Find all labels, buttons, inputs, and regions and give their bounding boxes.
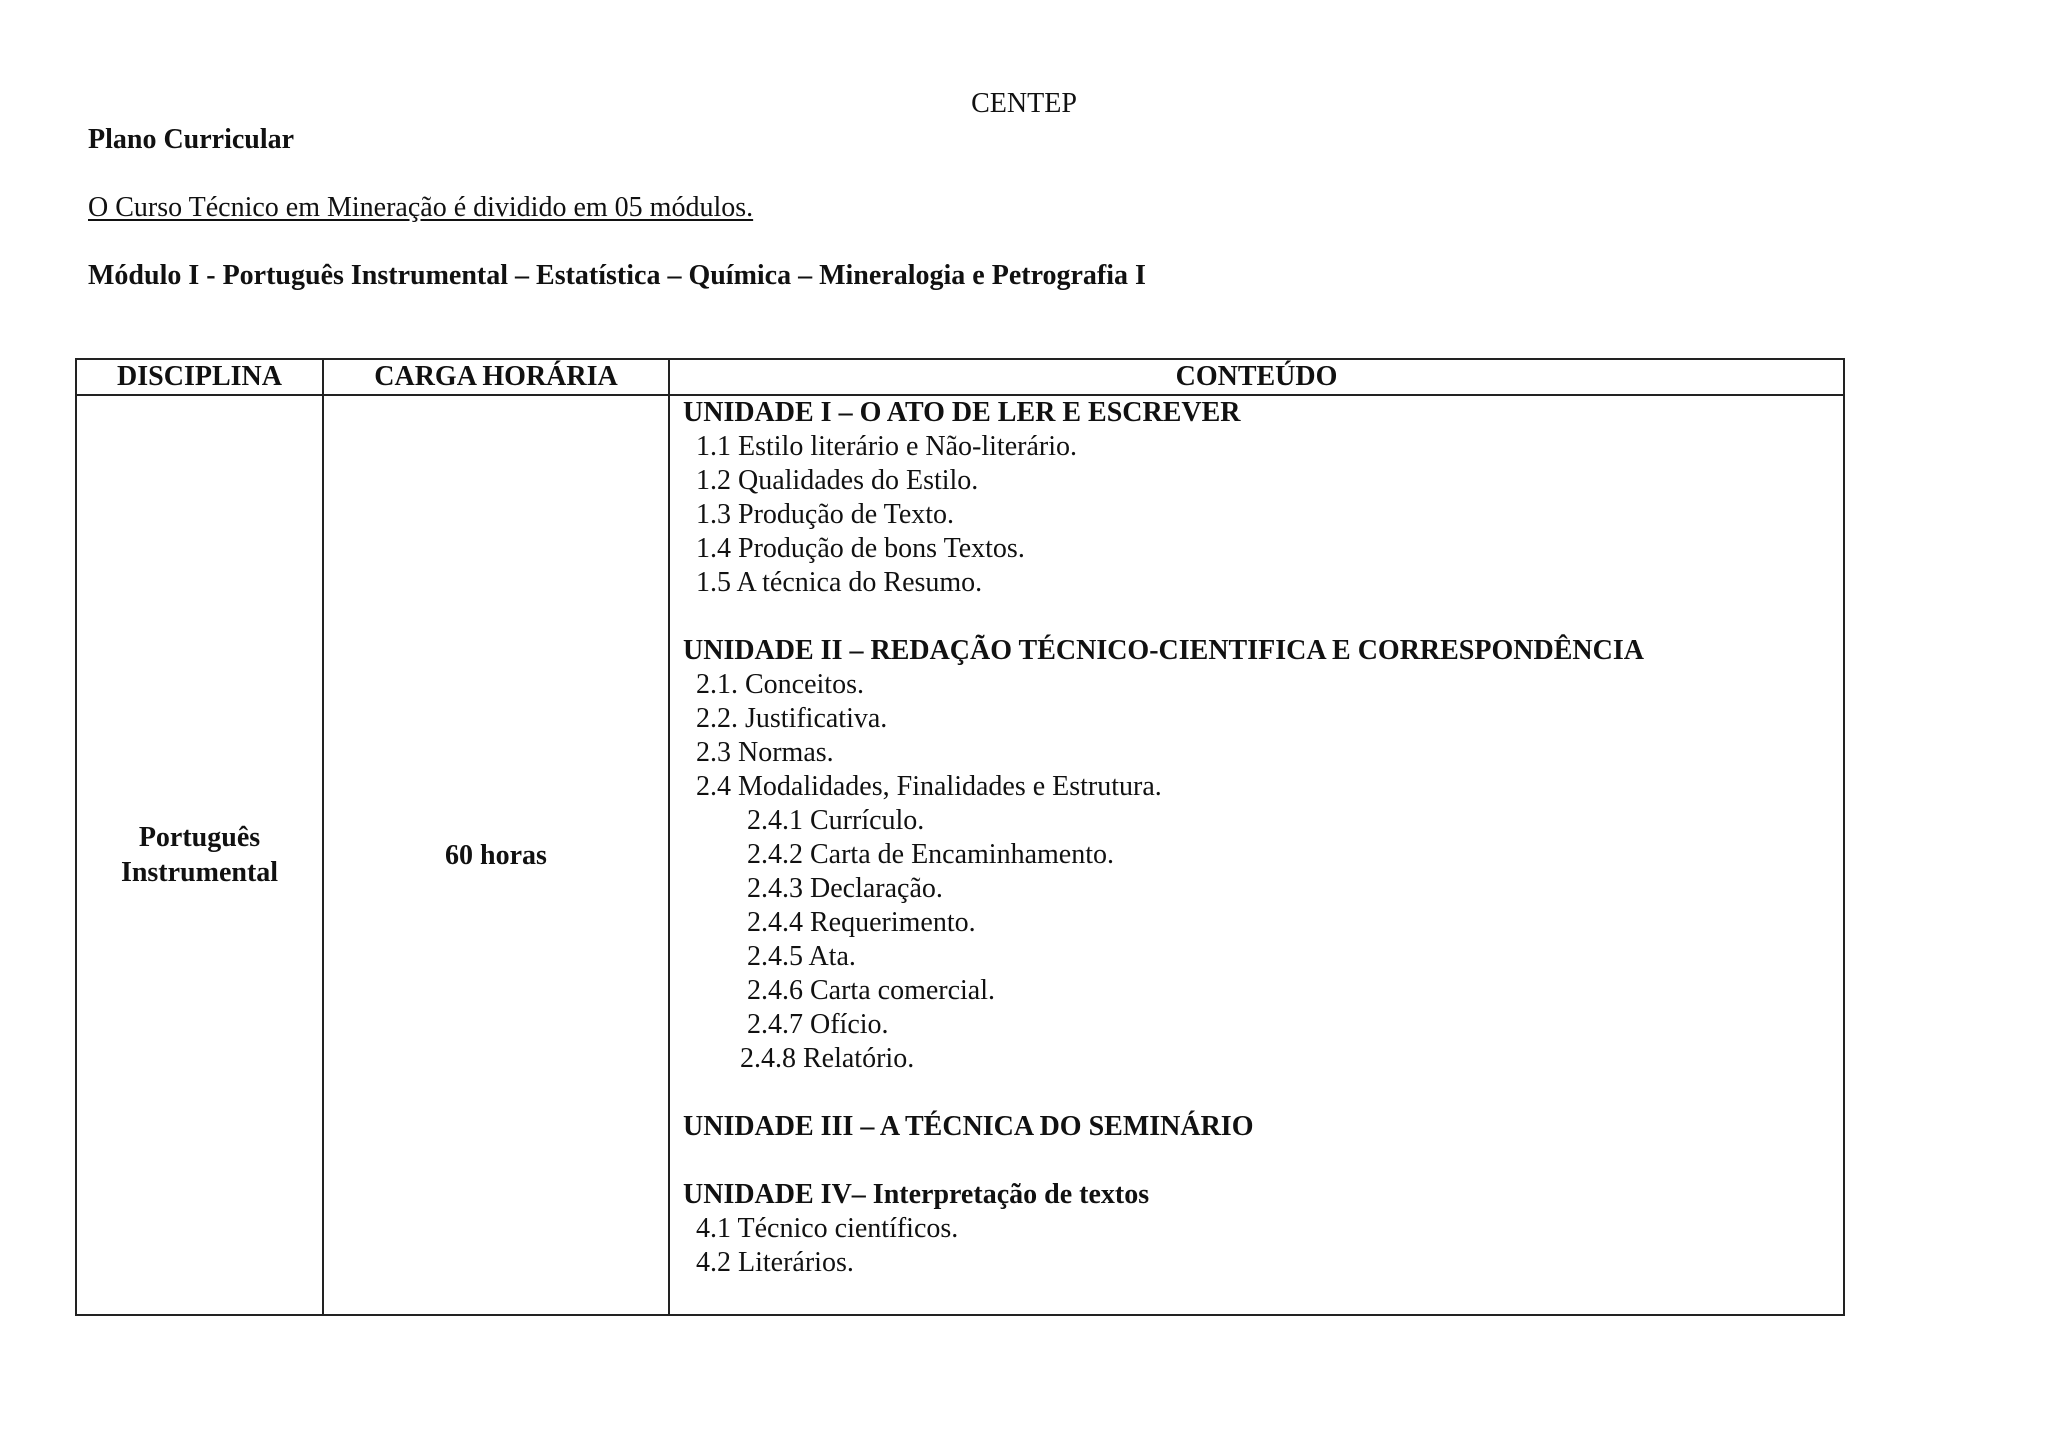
unit-2-subitem: 2.4.6 Carta comercial.	[747, 975, 996, 1006]
unit-2-item: 2.2. Justificativa.	[696, 703, 888, 734]
spacer	[683, 1076, 1843, 1110]
plan-title: Plano Curricular	[88, 124, 295, 155]
module-heading: Módulo I - Português Instrumental – Estatística – Química – Mineralogia e Petrografia I	[88, 260, 1146, 291]
content-cell	[669, 395, 1844, 1315]
header-discipline: DISCIPLINA	[76, 359, 323, 395]
hours-value: 60 horas	[445, 839, 547, 871]
unit-1-item: 1.5 A técnica do Resumo.	[696, 567, 983, 598]
discipline-cell	[76, 395, 323, 1315]
curriculum-table	[75, 358, 1845, 1316]
header-content: CONTEÚDO	[669, 359, 1844, 395]
unit-1-title: UNIDADE I – O ATO DE LER E ESCREVER	[683, 397, 1241, 428]
discipline-name-line2: Instrumental	[120, 857, 279, 888]
table-header-row	[76, 359, 1844, 395]
unit-2-subitem: 2.4.4 Requerimento.	[747, 907, 976, 938]
unit-2-item: 2.4 Modalidades, Finalidades e Estrutura.	[696, 771, 1162, 802]
unit-4-item: 4.1 Técnico científicos.	[696, 1213, 959, 1244]
unit-2-subitem: 2.4.1 Currículo.	[747, 805, 925, 836]
unit-4-item: 4.2 Literários.	[696, 1247, 854, 1278]
unit-1-item: 1.2 Qualidades do Estilo.	[696, 465, 979, 496]
course-intro: O Curso Técnico em Mineração é dividido em 05 módulos.	[88, 192, 754, 223]
spacer	[683, 600, 1843, 634]
discipline-name-line1: Português	[138, 822, 261, 853]
unit-2-subitem: 2.4.7 Ofício.	[747, 1009, 889, 1040]
unit-2-item: 2.3 Normas.	[696, 737, 834, 768]
unit-2-title: UNIDADE II – REDAÇÃO TÉCNICO-CIENTIFICA E CORRESPONDÊNCIA	[683, 635, 1644, 666]
institution-title: CENTEP	[971, 88, 1077, 119]
unit-3-title: UNIDADE III – A TÉCNICA DO SEMINÁRIO	[683, 1111, 1254, 1142]
spacer	[683, 1144, 1843, 1178]
unit-2-item: 2.1. Conceitos.	[696, 669, 864, 700]
unit-1-item: 1.1 Estilo literário e Não-literário.	[696, 431, 1077, 462]
unit-2-subitem: 2.4.2 Carta de Encaminhamento.	[747, 839, 1114, 870]
header-hours: CARGA HORÁRIA	[323, 359, 669, 395]
unit-2-subitem: 2.4.8 Relatório.	[740, 1043, 915, 1074]
hours-cell	[323, 395, 669, 1315]
unit-2-subitem: 2.4.5 Ata.	[747, 941, 856, 972]
unit-1-item: 1.3 Produção de Texto.	[696, 499, 955, 530]
table-row	[76, 395, 1844, 1315]
unit-2-subitem: 2.4.3 Declaração.	[747, 873, 943, 904]
unit-4-title: UNIDADE IV– Interpretação de textos	[683, 1179, 1150, 1210]
unit-1-item: 1.4 Produção de bons Textos.	[696, 533, 1025, 564]
